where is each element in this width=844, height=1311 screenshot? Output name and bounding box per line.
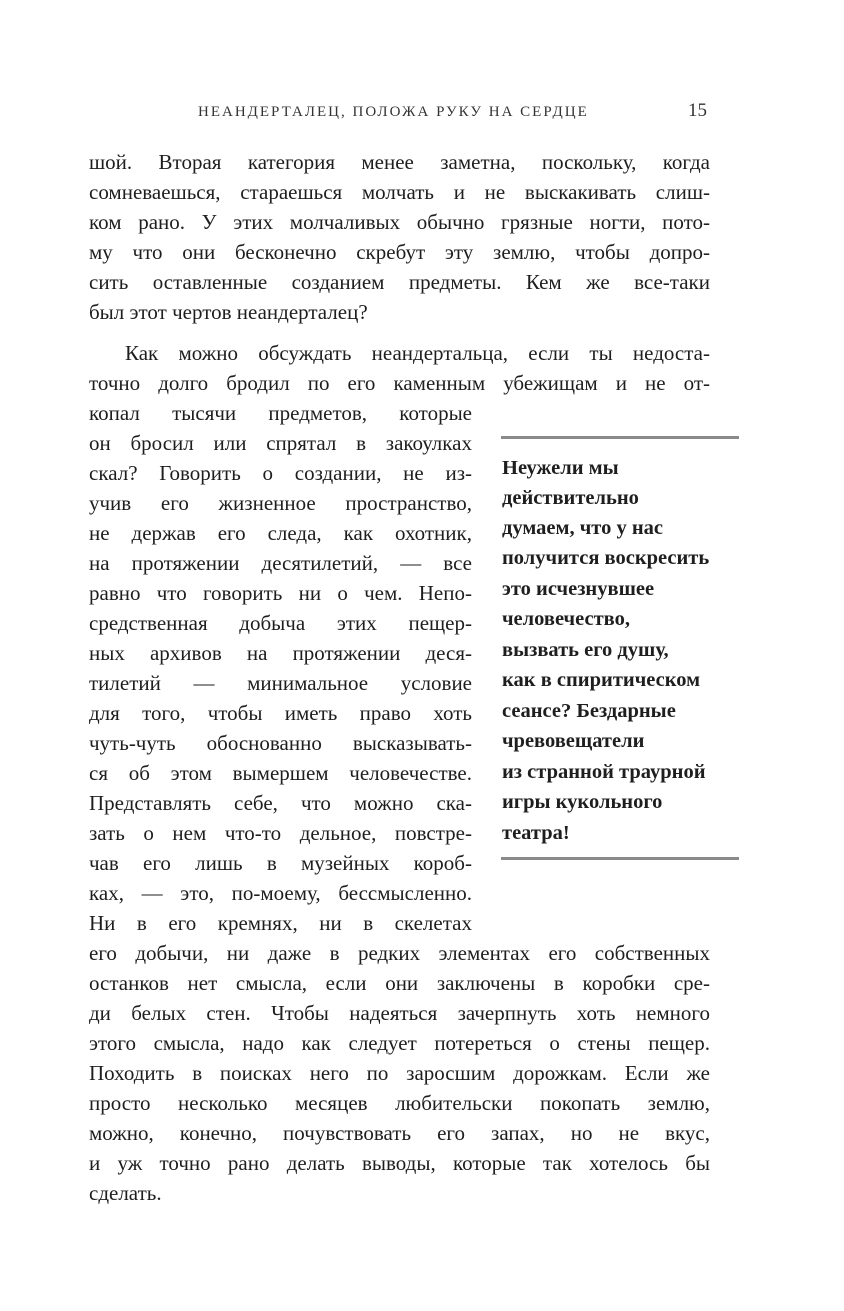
body-line: Как можно обсуждать неандертальца, если ты недоста-	[125, 341, 710, 365]
pull-quote-top-rule	[501, 436, 739, 439]
body-line: равно что говорить ни о чем. Непо-	[89, 581, 472, 605]
pull-quote-line: человечество,	[502, 608, 630, 630]
pull-quote-line: игры кукольного	[502, 791, 663, 813]
body-line: Представлять себе, что можно ска-	[89, 791, 472, 815]
pull-quote-line: сеансе? Бездарные	[502, 700, 676, 722]
body-line: останков нет смысла, если они заключены в коробки сре-	[89, 971, 710, 995]
body-line: учив его жизненное пространство,	[89, 491, 472, 515]
pull-quote-bottom-rule	[501, 857, 739, 860]
body-line: сомневаешься, стараешься молчать и не выскакивать слиш-	[89, 180, 710, 204]
body-line: чуть-чуть обоснованно высказывать-	[89, 731, 472, 755]
body-line: му что они бесконечно скребут эту землю, чтобы допро-	[89, 240, 710, 264]
body-line: он бросил или спрятал в закоулках	[89, 431, 472, 455]
pull-quote-line: вызвать его душу,	[502, 639, 669, 661]
body-line: Ни в его кремнях, ни в скелетах	[89, 911, 472, 935]
body-line: сить оставленные созданием предметы. Кем же все-таки	[89, 270, 710, 294]
body-line: копал тысячи предметов, которые	[89, 401, 472, 425]
body-line: зать о нем что-то дельное, повстре-	[89, 821, 472, 845]
body-line: для того, чтобы иметь право хоть	[89, 701, 472, 725]
body-line: Походить в поисках него по заросшим дорожкам. Если же	[89, 1061, 710, 1085]
pull-quote-line: Неужели мы	[502, 457, 619, 479]
body-line: ках, — это, по-моему, бессмысленно.	[89, 881, 472, 905]
running-title: НЕАНДЕРТАЛЕЦ, ПОЛОЖА РУКУ НА СЕРДЦЕ	[198, 104, 589, 120]
body-line: на протяжении десятилетий, — все	[89, 551, 472, 575]
page-number: 15	[688, 100, 707, 121]
body-line: скал? Говорить о создании, не из-	[89, 461, 472, 485]
body-line: был этот чертов неандерталец?	[89, 300, 368, 324]
pull-quote-line: из странной траурной	[502, 761, 706, 783]
body-line: ся об этом вымершем человечестве.	[89, 761, 472, 785]
pull-quote-line: думаем, что у нас	[502, 517, 664, 539]
body-line: сделать.	[89, 1181, 162, 1205]
body-line: и уж точно рано делать выводы, которые так хотелось бы	[89, 1151, 710, 1175]
body-line: шой. Вторая категория менее заметна, поскольку, когда	[89, 150, 710, 174]
running-header	[0, 100, 844, 130]
body-line: можно, конечно, почувствовать его запах, но не вкус,	[89, 1121, 710, 1145]
body-line: этого смысла, надо как следует потереться о стены пещер.	[89, 1031, 710, 1055]
body-line: не держав его следа, как охотник,	[89, 521, 472, 545]
body-line: чав его лишь в музейных короб-	[89, 851, 472, 875]
pull-quote-line: это исчезнувшее	[502, 578, 655, 600]
pull-quote-line: театра!	[502, 822, 570, 844]
body-line: ных архивов на протяжении деся-	[89, 641, 472, 665]
body-line: тилетий — минимальное условие	[89, 671, 472, 695]
body-line: средственная добыча этих пещер-	[89, 611, 472, 635]
pull-quote	[501, 436, 739, 862]
body-line: точно долго бродил по его каменным убежищам и не от-	[89, 371, 710, 395]
pull-quote-line: как в спиритическом	[502, 669, 701, 691]
body-line: просто несколько месяцев любительски покопать землю,	[89, 1091, 710, 1115]
pull-quote-line: действительно	[502, 487, 639, 509]
body-line: его добычи, ни даже в редких элементах его собственных	[89, 941, 710, 965]
pull-quote-line: чревовещатели	[502, 730, 645, 752]
pull-quote-line: получится воскресить	[502, 547, 710, 569]
body-line: ком рано. У этих молчаливых обычно грязные ногти, пото-	[89, 210, 710, 234]
body-line: ди белых стен. Чтобы надеяться зачерпнуть хоть немного	[89, 1001, 710, 1025]
